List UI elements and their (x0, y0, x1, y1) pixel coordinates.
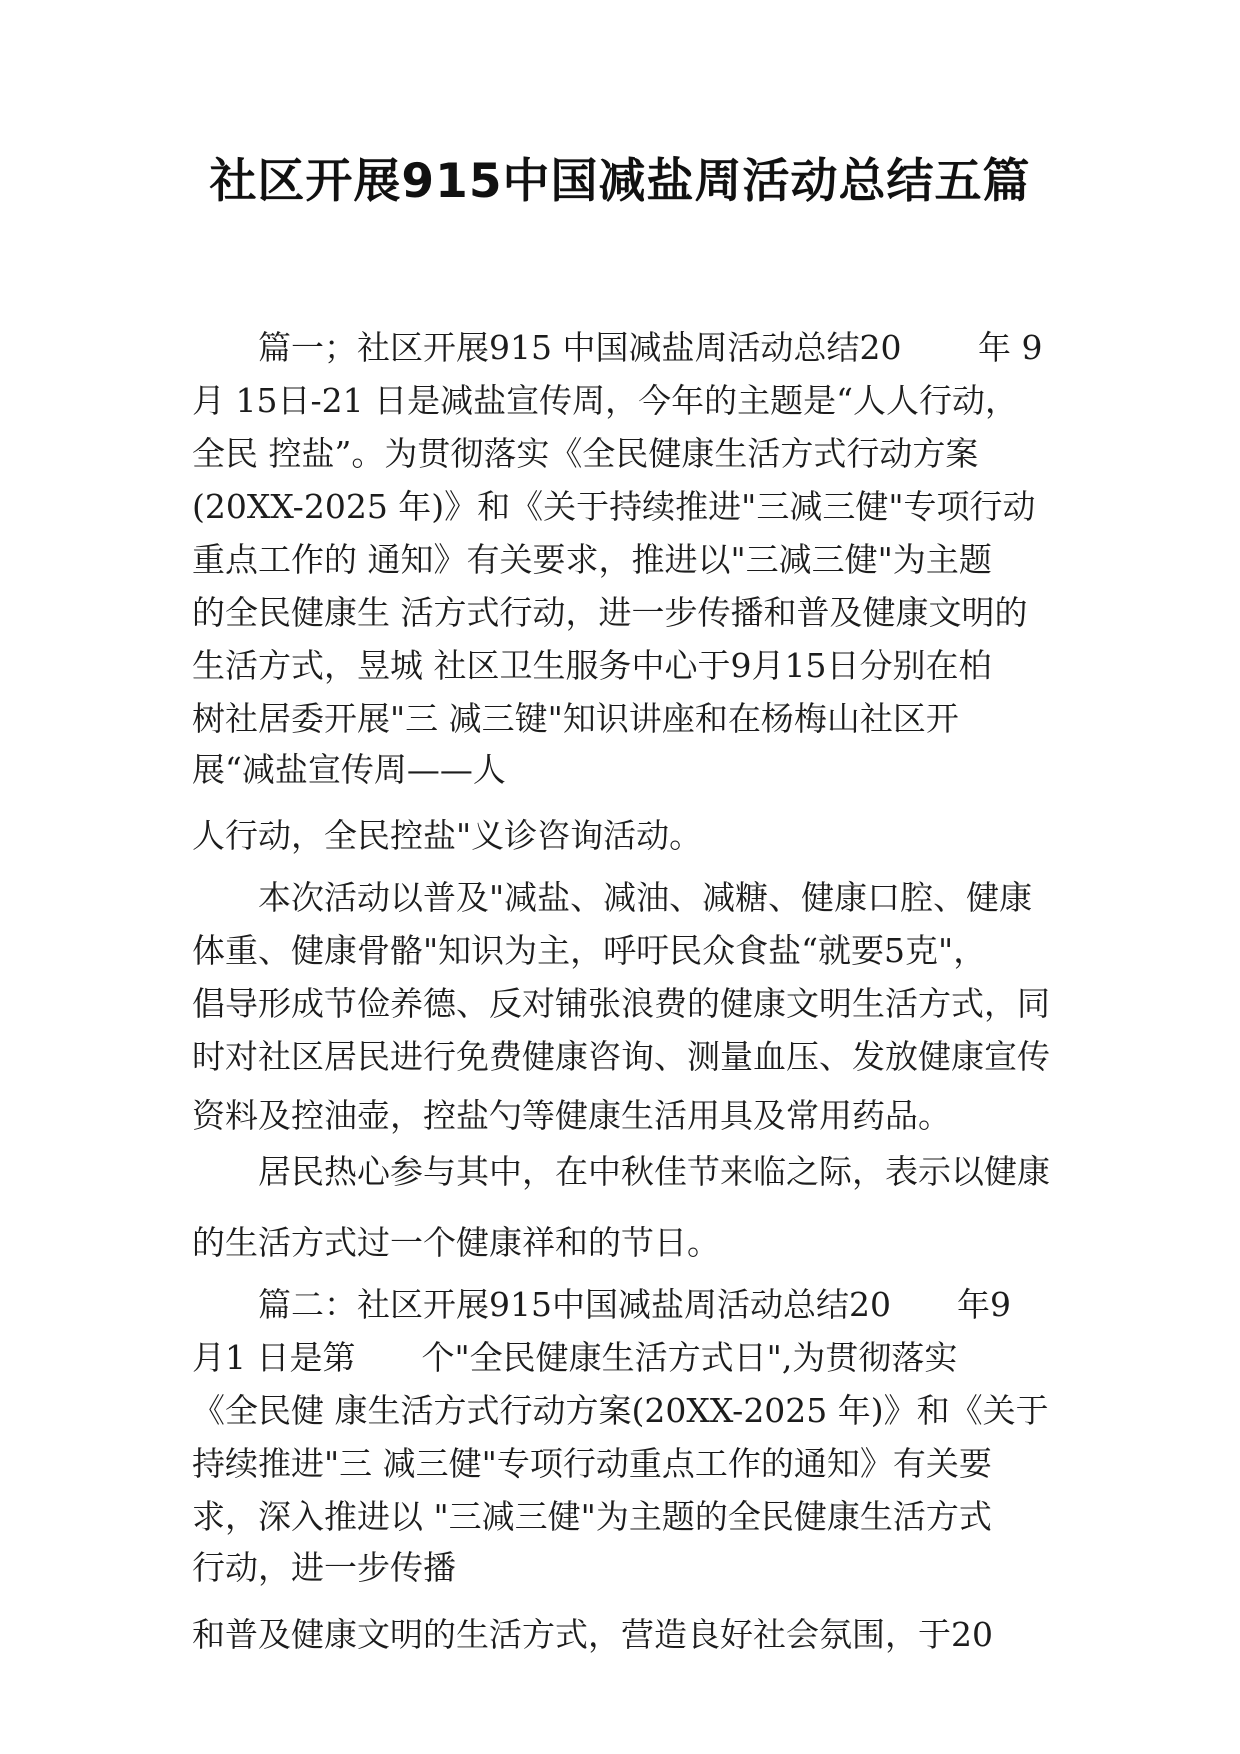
body-line: 篇二：社区开展915中国减盐周活动总结20 年9 (258, 1285, 1011, 1324)
body-line: 居民热心参与其中，在中秋佳节来临之际，表示以健康 (258, 1152, 1050, 1191)
body-line: 月 15日-21 日是减盐宣传周，今年的主题是“人人行动， (192, 381, 1018, 420)
body-line: 时对社区居民进行免费健康咨询、测量血压、发放健康宣传 (192, 1037, 1050, 1076)
body-line: 展“减盐宣传周——人 (192, 750, 506, 789)
body-line: 篇一；社区开展915 中国减盐周活动总结20 年 9 (258, 328, 1043, 367)
body-line: 全民 控盐”。为贯彻落实《全民健康生活方式行动方案 (192, 434, 979, 473)
body-line: 持续推进"三 减三健"专项行动重点工作的通知》有关要 (192, 1444, 992, 1483)
body-line: 《全民健 康生活方式行动方案(20XX-2025 年)》和《关于 (192, 1391, 1049, 1430)
body-line: 的全民健康生 活方式行动，进一步传播和普及健康文明的 (192, 593, 1028, 632)
body-line: 资料及控油壶，控盐勺等健康生活用具及常用药品。 (192, 1096, 951, 1135)
body-line: 生活方式，昱城 社区卫生服务中心于9月15日分别在柏 (192, 646, 992, 685)
body-line: (20XX-2025 年)》和《关于持续推进"三减三健"专项行动 (192, 487, 1036, 526)
body-line: 求，深入推进以 "三减三健"为主题的全民健康生活方式 (192, 1497, 992, 1536)
body-line: 树社居委开展"三 减三键"知识讲座和在杨梅山社区开 (192, 699, 959, 738)
body-line: 行动，进一步传播 (192, 1548, 456, 1587)
body-line: 体重、健康骨骼"知识为主，呼吁民众食盐“就要5克"， (192, 931, 987, 970)
body-line: 重点工作的 通知》有关要求，推进以"三减三健"为主题 (192, 540, 992, 579)
document-title: 社区开展915中国减盐周活动总结五篇 (209, 154, 1031, 209)
body-line: 倡导形成节俭养德、反对铺张浪费的健康文明生活方式，同 (192, 984, 1050, 1023)
body-line: 本次活动以普及"减盐、减油、减糖、健康口腔、健康 (258, 878, 1033, 917)
body-line: 月1 日是第 个"全民健康生活方式日",为贯彻落实 (192, 1338, 958, 1377)
body-line: 和普及健康文明的生活方式，营造良好社会氛围，于20 (192, 1615, 993, 1654)
body-line: 的生活方式过一个健康祥和的节日。 (192, 1223, 720, 1262)
body-line: 人行动，全民控盐"义诊咨询活动。 (192, 816, 703, 855)
